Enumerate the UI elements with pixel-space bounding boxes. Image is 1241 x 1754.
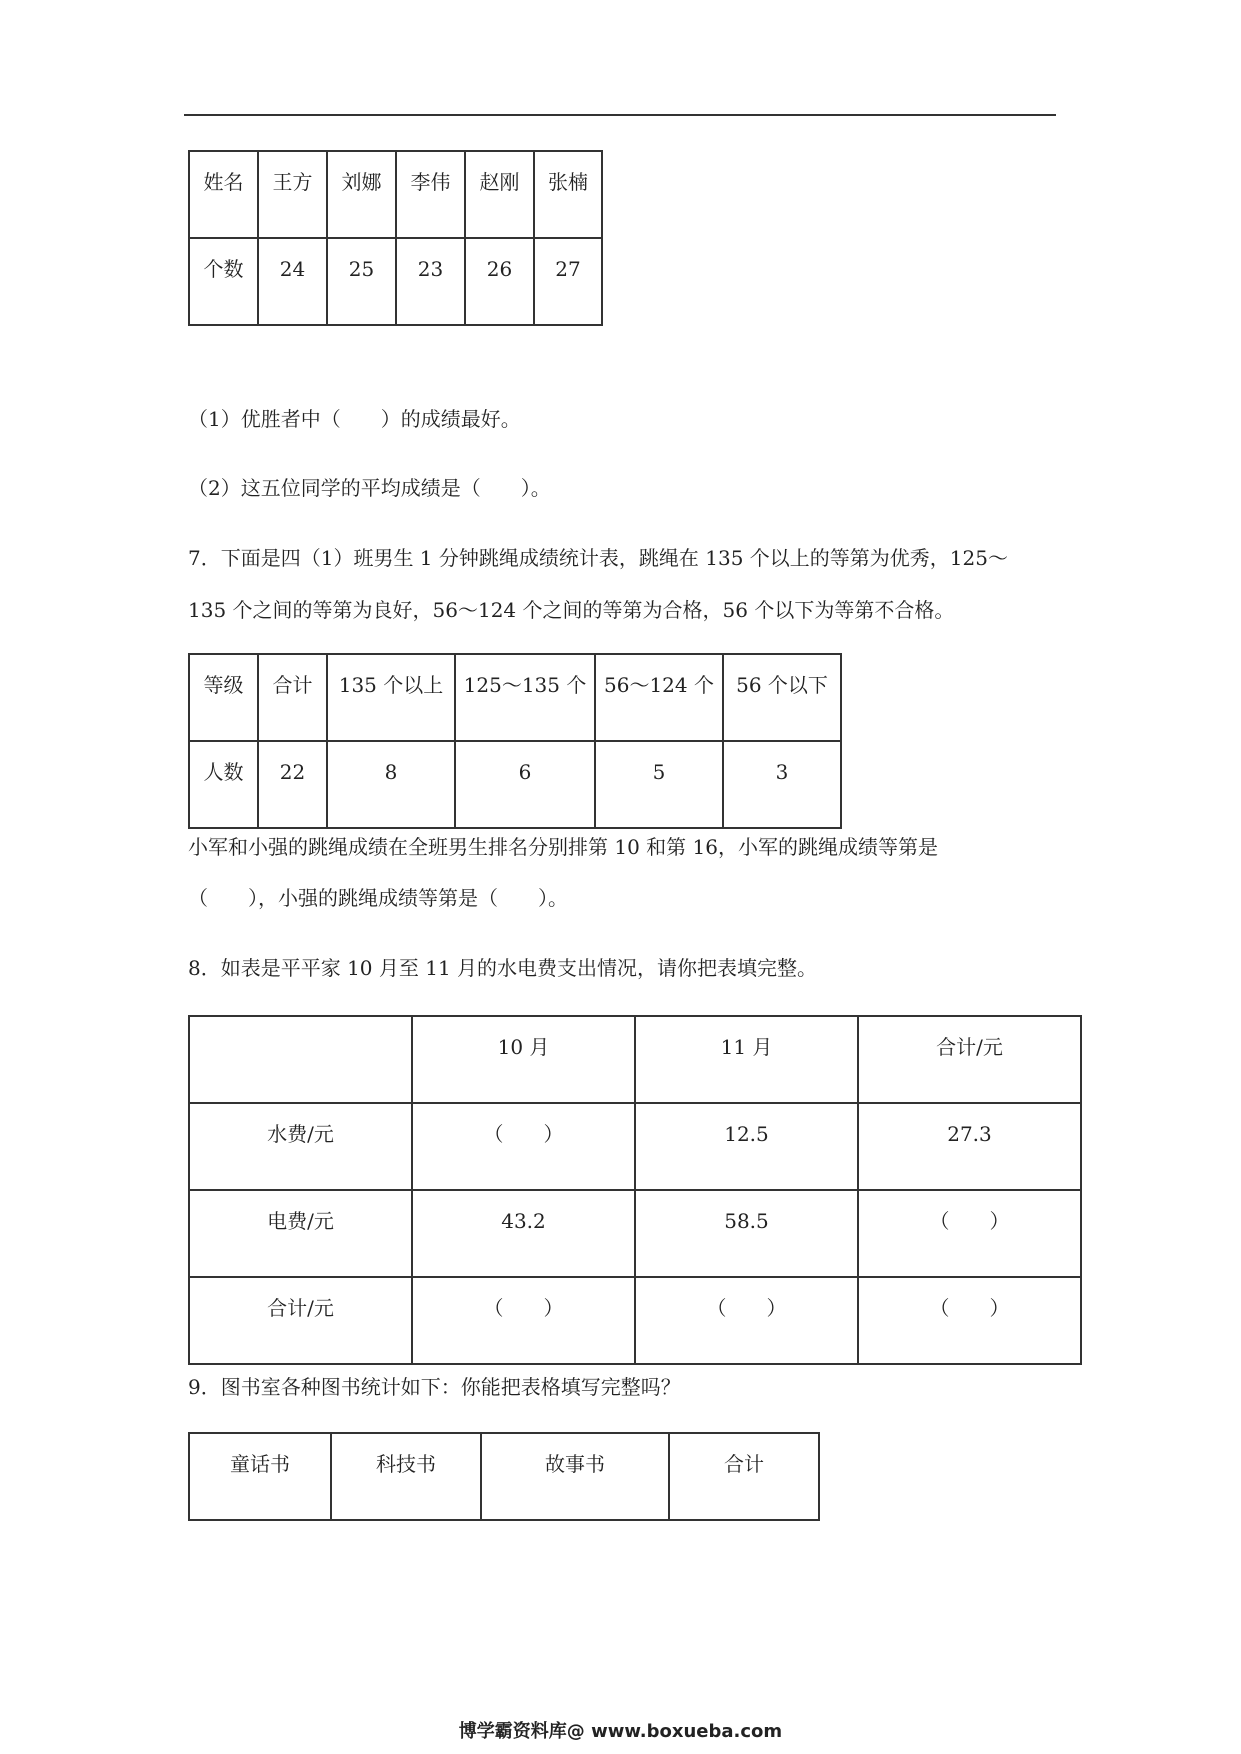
table-cell: 56～124 个 bbox=[595, 654, 723, 741]
table-cell: 25 bbox=[327, 238, 396, 325]
question-7-line-1: 7．下面是四（1）班男生 1 分钟跳绳成绩统计表，跳绳在 135 个以上的等第为优秀，125～ bbox=[188, 546, 1008, 570]
table-cell: 电费/元 bbox=[189, 1190, 412, 1277]
table-cell: 24 bbox=[258, 238, 327, 325]
table-cell: 135 个以上 bbox=[327, 654, 455, 741]
table-cell: 12.5 bbox=[635, 1103, 858, 1190]
table-cell: 11 月 bbox=[635, 1016, 858, 1103]
table-cell: 26 bbox=[465, 238, 534, 325]
table-cell: 58.5 bbox=[635, 1190, 858, 1277]
table-row bbox=[189, 151, 602, 238]
table-cell: 合计 bbox=[669, 1433, 819, 1520]
table-cell: 5 bbox=[595, 741, 723, 828]
table-cell: 8 bbox=[327, 741, 455, 828]
table-cell: 27.3 bbox=[858, 1103, 1081, 1190]
table-jump-counts bbox=[188, 150, 603, 326]
table-cell: 李伟 bbox=[396, 151, 465, 238]
table-jump-grades bbox=[188, 653, 842, 829]
table-row bbox=[189, 1277, 1081, 1364]
table-row bbox=[189, 1433, 819, 1520]
table-row bbox=[189, 654, 841, 741]
table-row bbox=[189, 238, 602, 325]
table-cell: 合计/元 bbox=[189, 1277, 412, 1364]
table-row bbox=[189, 1016, 1081, 1103]
table-cell: （ ） bbox=[858, 1190, 1081, 1277]
table-cell: 张楠 bbox=[534, 151, 602, 238]
table-utility-bills bbox=[188, 1015, 1082, 1365]
table-cell: （ ） bbox=[412, 1103, 635, 1190]
table-cell: 合计 bbox=[258, 654, 327, 741]
table-cell: 人数 bbox=[189, 741, 258, 828]
table-cell: （ ） bbox=[412, 1277, 635, 1364]
table-cell: 56 个以下 bbox=[723, 654, 841, 741]
table-cell: 23 bbox=[396, 238, 465, 325]
page-footer: 博学霸资料库@ www.boxueba.com bbox=[458, 1721, 783, 1742]
table-cell: 赵刚 bbox=[465, 151, 534, 238]
question-7-after-line-1: 小军和小强的跳绳成绩在全班男生排名分别排第 10 和第 16，小军的跳绳成绩等第是 bbox=[188, 835, 938, 859]
table-cell: 125～135 个 bbox=[455, 654, 595, 741]
table-cell: 3 bbox=[723, 741, 841, 828]
question-7-after-line-2: （ ），小强的跳绳成绩等第是（ ）。 bbox=[188, 886, 568, 910]
question-6-2: （2）这五位同学的平均成绩是（ ）。 bbox=[188, 476, 551, 500]
table-cell: 王方 bbox=[258, 151, 327, 238]
table-row bbox=[189, 1190, 1081, 1277]
table-cell: 43.2 bbox=[412, 1190, 635, 1277]
table-cell: 合计/元 bbox=[858, 1016, 1081, 1103]
question-8: 8．如表是平平家 10 月至 11 月的水电费支出情况，请你把表填完整。 bbox=[188, 956, 818, 980]
table-cell: 22 bbox=[258, 741, 327, 828]
table-cell: 姓名 bbox=[189, 151, 258, 238]
table-cell: 等级 bbox=[189, 654, 258, 741]
table-row bbox=[189, 1103, 1081, 1190]
header-rule bbox=[184, 114, 1056, 116]
table-cell: （ ） bbox=[858, 1277, 1081, 1364]
table-cell: 6 bbox=[455, 741, 595, 828]
table-cell: 个数 bbox=[189, 238, 258, 325]
question-9: 9．图书室各种图书统计如下：你能把表格填写完整吗？ bbox=[188, 1375, 681, 1399]
table-cell bbox=[189, 1016, 412, 1103]
table-cell: （ ） bbox=[635, 1277, 858, 1364]
question-7-line-2: 135 个之间的等第为良好，56～124 个之间的等第为合格，56 个以下为等第不合格。 bbox=[188, 598, 955, 622]
table-cell: 刘娜 bbox=[327, 151, 396, 238]
table-cell: 故事书 bbox=[481, 1433, 669, 1520]
table-cell: 童话书 bbox=[189, 1433, 331, 1520]
table-library-books bbox=[188, 1432, 820, 1521]
table-row bbox=[189, 741, 841, 828]
table-cell: 10 月 bbox=[412, 1016, 635, 1103]
table-cell: 水费/元 bbox=[189, 1103, 412, 1190]
table-cell: 科技书 bbox=[331, 1433, 481, 1520]
table-cell: 27 bbox=[534, 238, 602, 325]
question-6-1: （1）优胜者中（ ）的成绩最好。 bbox=[188, 407, 521, 431]
